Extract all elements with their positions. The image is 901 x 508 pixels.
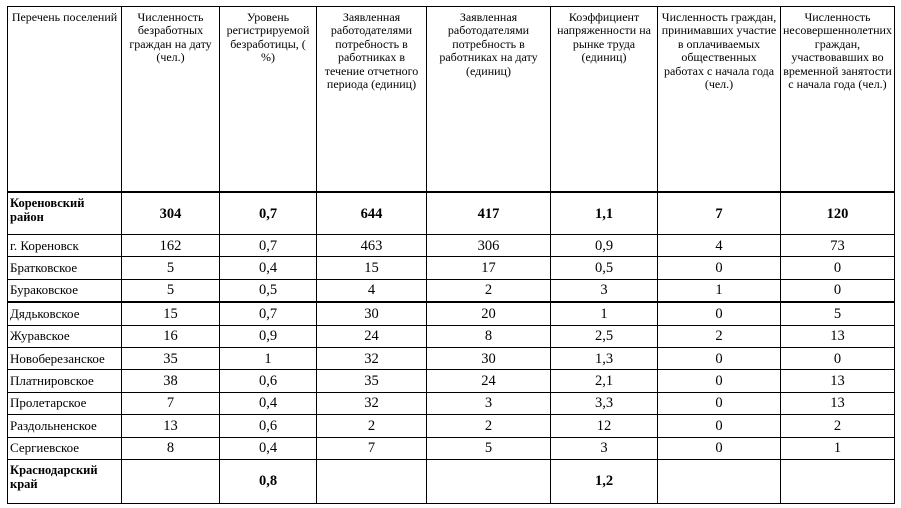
cell: 1,3 [551,347,658,369]
cell: 644 [317,192,427,235]
cell: 24 [427,370,551,392]
cell: 463 [317,235,427,257]
header-tension-coefficient: Коэффициент напряженности на рынке труда (единиц) [551,7,658,193]
cell: 0 [658,437,781,459]
cell: 2 [317,415,427,437]
table-row [8,235,895,257]
cell [122,459,220,503]
table-row [8,415,895,437]
cell: 0 [658,415,781,437]
cell [658,459,781,503]
cell: 35 [122,347,220,369]
cell: 304 [122,192,220,235]
cell: 2 [781,415,895,437]
cell: 0 [658,302,781,325]
cell: 0,9 [220,325,317,347]
cell: 0 [658,347,781,369]
row-name: Братковское [8,257,122,279]
cell: 0,6 [220,370,317,392]
cell: 13 [781,370,895,392]
cell: 417 [427,192,551,235]
cell: 15 [317,257,427,279]
cell: 7 [658,192,781,235]
cell: 30 [427,347,551,369]
table-row [8,302,895,325]
cell: 162 [122,235,220,257]
cell: 1 [781,437,895,459]
row-name: Краснодарский край [8,459,122,503]
header-settlements: Перечень поселений [8,7,122,193]
cell [427,459,551,503]
cell: 0 [781,257,895,279]
cell: 8 [122,437,220,459]
cell: 5 [427,437,551,459]
cell: 38 [122,370,220,392]
cell: 13 [122,415,220,437]
cell: 0,4 [220,437,317,459]
cell: 5 [781,302,895,325]
cell: 3 [551,437,658,459]
cell: 2 [427,415,551,437]
header-public-works: Численность граждан, принимавших участие в оплачиваемых общественных работах с начала года (чел.) [658,7,781,193]
cell: 4 [317,279,427,302]
cell: 32 [317,392,427,414]
cell: 30 [317,302,427,325]
cell: 5 [122,279,220,302]
cell: 0,7 [220,302,317,325]
cell: 13 [781,392,895,414]
region-total-row [8,459,895,503]
table-row [8,279,895,302]
cell: 2 [658,325,781,347]
cell: 17 [427,257,551,279]
cell: 0,6 [220,415,317,437]
cell: 13 [781,325,895,347]
header-demand-date: Заявленная работодателями потребность в работниках на дату (единиц) [427,7,551,193]
cell [317,459,427,503]
table-row [8,347,895,369]
header-demand-period: Заявленная работодателями потребность в работниках в течение отчетного периода (единиц) [317,7,427,193]
cell: 0 [781,347,895,369]
cell: 1 [551,302,658,325]
cell: 306 [427,235,551,257]
cell: 0 [781,279,895,302]
row-name: Сергиевское [8,437,122,459]
cell: 12 [551,415,658,437]
cell: 0 [658,370,781,392]
cell: 15 [122,302,220,325]
labor-market-table [7,6,895,504]
cell: 0,7 [220,192,317,235]
header-unemployment-rate: Уровень регистрируемой безработицы, ( %) [220,7,317,193]
header-row [8,7,895,193]
table-row [8,325,895,347]
cell: 2 [427,279,551,302]
header-minors-employment: Численность несовершеннолетних граждан, участвовавших во временной занятости с начала года (чел.) [781,7,895,193]
row-name: Новоберезанское [8,347,122,369]
cell: 0,7 [220,235,317,257]
cell: 3 [551,279,658,302]
cell: 0,5 [551,257,658,279]
cell: 1,1 [551,192,658,235]
row-name: Бураковское [8,279,122,302]
cell: 0 [658,257,781,279]
cell: 1,2 [551,459,658,503]
cell: 0,4 [220,392,317,414]
cell: 16 [122,325,220,347]
cell: 73 [781,235,895,257]
row-name: Раздольненское [8,415,122,437]
cell: 0,8 [220,459,317,503]
cell: 7 [122,392,220,414]
table-row [8,257,895,279]
cell: 4 [658,235,781,257]
cell: 0,9 [551,235,658,257]
header-unemployed: Численность безработных граждан на дату (чел.) [122,7,220,193]
table-row [8,437,895,459]
row-name: Пролетарское [8,392,122,414]
row-name: г. Кореновск [8,235,122,257]
cell: 32 [317,347,427,369]
cell: 8 [427,325,551,347]
cell: 35 [317,370,427,392]
cell: 7 [317,437,427,459]
cell: 5 [122,257,220,279]
cell: 1 [220,347,317,369]
cell: 2,1 [551,370,658,392]
cell: 3 [427,392,551,414]
district-total-row [8,192,895,235]
table-row [8,370,895,392]
cell: 0 [658,392,781,414]
cell: 0,5 [220,279,317,302]
cell: 120 [781,192,895,235]
row-name: Журавское [8,325,122,347]
cell: 3,3 [551,392,658,414]
table-row [8,392,895,414]
cell: 2,5 [551,325,658,347]
row-name: Дядьковское [8,302,122,325]
cell: 0,4 [220,257,317,279]
row-name: Платнировское [8,370,122,392]
cell [781,459,895,503]
cell: 24 [317,325,427,347]
cell: 1 [658,279,781,302]
row-name: Кореновский район [8,192,122,235]
cell: 20 [427,302,551,325]
